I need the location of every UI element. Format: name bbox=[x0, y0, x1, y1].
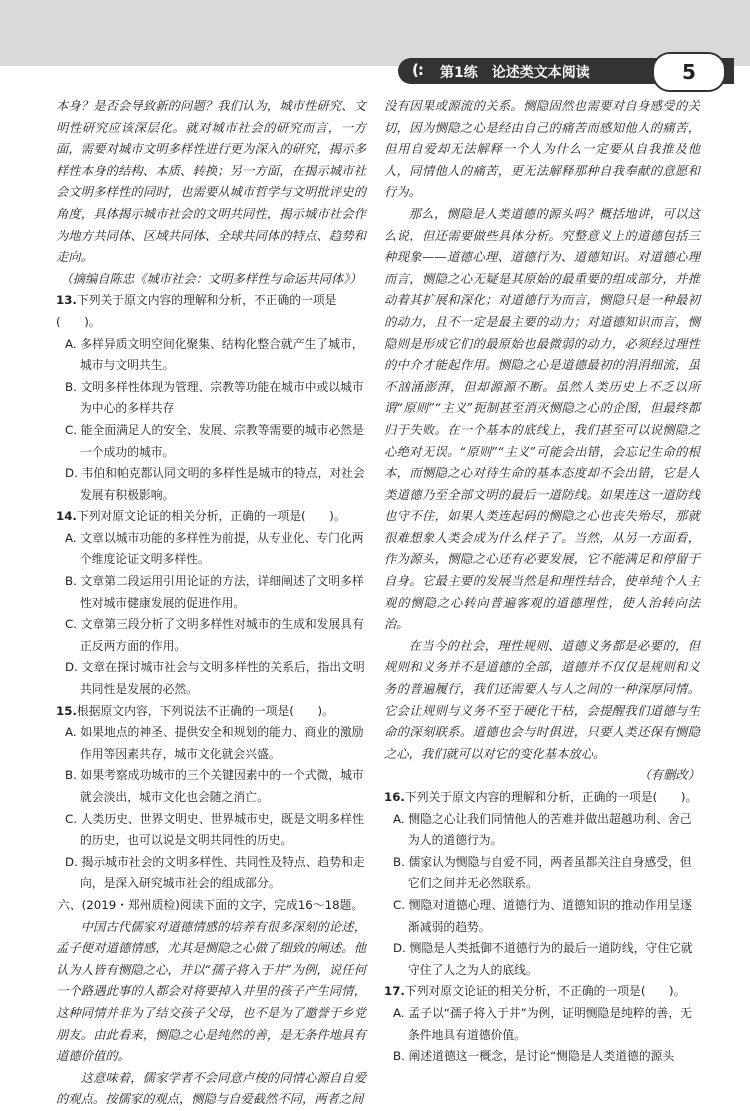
question-14 bbox=[56, 506, 366, 700]
option-a: A. 恻隐之心让我们同情他人的苦难并做出超越功利、舍己为人的道德行为。 bbox=[393, 811, 692, 848]
option-c: C. 恻隐对道德心理、道德行为、道德知识的推动作用呈逐渐减弱的趋势。 bbox=[393, 897, 692, 934]
option-b: B. 文章第二段运用引用论证的方法，详细阐述了文明多样性对城市健康发展的促进作用。 bbox=[65, 574, 364, 610]
option-a: A. 多样异质文明空间化聚集、结构化整合就产生了城市，城市与文明共生。 bbox=[65, 336, 364, 373]
passage-paragraph: 没有因果或源流的关系。恻隐固然也需要对自身感受的关切，因为恻隐之心是经由自己的痛苦而感知他人的痛苦，但用自爱却无法解释一个人为什么一定要从自我推及他人，同情他人的痛苦，更无法解释那种自我奉献的意愿和行为。 bbox=[384, 99, 700, 200]
question-stem: 16.下列关于原文内容的理解和分析，正确的一项是( )。 bbox=[384, 790, 698, 804]
passage-paragraph: 那么，恻隐是人类道德的源头吗？概括地讲，可以这么说，但还需要做些具体分析。究整意义上的道德包括三种现象——道德心理、道德行为、道德知识。对道德心理而言，恻隐之心无疑是其原始的最重要的组成部分，并推动着其扩展和深化；对道德行为而言，恻隐只是一种最初的动力，且不一定是最主要的动力；对道德知识而言，恻隐则是形成它们的最原始也最微弱的动力，必须经过理性的中介才能起作用。恻隐之心是道德最初的涓涓细流，虽不汹涌澎湃，但却源源不断。虽然人类历史上不乏以所谓“原则”“主义”扼制甚至消灭恻隐之心的企图，但最终都归于失败。在一个基本的底线上，我们甚至可以说恻隐之心绝对无误。“原则”“主义”可能会出错，会忘记生命的根本，而恻隐之心对待生命的基本态度却不会出错，它是人类道德乃至全部文明的最后一道防线。如果连这一道防线也守不住，如果人类连起码的恻隐之心也丧失殆尽，那就很难想象人类会成为什么样子了。当然，从另一方面看，作为源头，恻隐之心还有必要发展，它不能满足和停留于自身。它最主要的发展当然是和理性结合，使单纯个人主观的恻隐之心转向普遍客观的道德理性，使人治转向法治。 bbox=[384, 206, 700, 632]
section-heading: 六、(2019・郑州质检)阅读下面的文字，完成16～18题。 bbox=[58, 897, 364, 912]
option-b: B. 如果考察成功城市的三个关键因素中的一个式微，城市就会淡出，城市文化也会随之消亡。 bbox=[65, 768, 364, 804]
header-band bbox=[0, 0, 750, 66]
passage-paragraph: 中国古代儒家对道德情感的培养有很多深刻的论述，孟子便对道德情感，尤其是恻隐之心做了细致的阐述。他认为人皆有恻隐之心，并以“孺子将入于井”为例，说任何一个路遇此事的人都会对将要掉入井里的孩子产生同情，这种同情并非为了结交孩子父母，也不是为了邀誉于乡党朋友。由此看来，恻隐之心是纯然的善，是无条件地具有道德价值的。 bbox=[56, 919, 366, 1064]
question-17 bbox=[384, 981, 700, 1067]
passage-paragraph: 本身？是否会导致新的问题？我们认为，城市性研究、文明性研究应该深层化。就对城市社会的研究而言，一方面，需要对城市文明多样性进行更为深入的研究，揭示多样性本身的结构、本质、转换；另一方面，在揭示城市社会文明多样性的同时，也需要从城市哲学与文明批评史的角度，具体揭示城市社会的文明共同性，揭示城市社会作为地方共同体、区域共同体、全球共同体的特点、趋势和走向。 bbox=[56, 99, 366, 265]
logo-icon: (: bbox=[412, 61, 423, 79]
question-stem: 15.根据原文内容，下列说法不正确的一项是( )。 bbox=[56, 703, 334, 718]
option-d: D. 文章在探讨城市社会与文明多样性的关系后，指出文明共同性是发展的必然。 bbox=[65, 660, 365, 697]
section-title: 第1练 论述类文本阅读 bbox=[440, 65, 590, 81]
question-15 bbox=[56, 701, 366, 895]
option-c: C. 人类历史、世界文明史、世界城市史，既是文明多样性的历史，也可以说是文明共同性的历史。 bbox=[65, 811, 364, 848]
option-b: B. 文明多样性体现为管理、宗教等功能在城市中或以城市为中心的多样共存 bbox=[65, 379, 364, 416]
page-number: 5 bbox=[652, 52, 726, 92]
question-16 bbox=[384, 787, 700, 981]
left-column bbox=[56, 96, 366, 1111]
option-c: C. 能全面满足人的安全、发展、宗教等需要的城市必然是一个成功的城市。 bbox=[65, 422, 364, 459]
question-stem: 13.下列关于原文内容的理解和分析，不正确的一项是( )。 bbox=[56, 293, 337, 329]
passage-paragraph: 这意味着，儒家学者不会同意卢梭的同情心源自自爱的观点。按儒家的观点，恻隐与自爱截然不同，两者之间 bbox=[56, 1070, 366, 1107]
option-c: C. 文章第三段分析了文明多样性对城市的生成和发展具有正反两方面的作用。 bbox=[65, 617, 364, 653]
passage-paragraph: 在当今的社会，理性规则、道德义务都是必要的，但规则和义务并不是道德的全部，道德并不仅仅是规则和义务的普遍履行，我们还需要人与人之间的一种深厚同情。它会让规则与义务不至于硬化干枯，会提醒我们道德与生命的深刻联系。道德也会与时俱进，只要人类还保有恻隐之心，我们就可以对它的变化基本放心。 bbox=[384, 638, 700, 761]
option-b: B. 阐述道德这一概念，是讨论“恻隐是人类道德的源头 bbox=[393, 1049, 675, 1064]
question-stem: 17.下列对原文论证的相关分析，不正确的一项是( )。 bbox=[384, 984, 686, 999]
option-d: D. 韦伯和帕克都认同文明的多样性是城市的特点，对社会发展有积极影响。 bbox=[65, 466, 365, 502]
option-a: A. 孟子以“孺子将入于井”为例，证明恻隐是纯粹的善，无条件地具有道德价值。 bbox=[393, 1005, 692, 1042]
question-13 bbox=[56, 290, 366, 506]
question-stem: 14.下列对原文论证的相关分析，正确的一项是( )。 bbox=[56, 509, 346, 524]
option-d: D. 恻隐是人类抵御不道德行为的最后一道防线，守住它就守住了人之为人的底线。 bbox=[393, 941, 693, 977]
option-a: A. 文章以城市功能的多样性为前提，从专业化、专门化两个维度论证文明多样性。 bbox=[65, 530, 364, 567]
source-credit: （有删改） bbox=[638, 768, 700, 783]
source-credit: （摘编自陈忠《城市社会：文明多样性与命运共同体》） bbox=[60, 271, 362, 286]
option-b: B. 儒家认为恻隐与自爱不同，两者虽都关注自身感受，但它们之间并无必然联系。 bbox=[393, 854, 692, 891]
option-a: A. 如果地点的神圣、提供安全和规划的能力、商业的激励作用等因素共存，城市文化就会兴盛。 bbox=[65, 725, 364, 761]
option-d: D. 揭示城市社会的文明多样性、共同性及特点、趋势和走向，是深入研究城市社会的组成部分。 bbox=[65, 854, 365, 891]
right-column bbox=[384, 96, 700, 1068]
